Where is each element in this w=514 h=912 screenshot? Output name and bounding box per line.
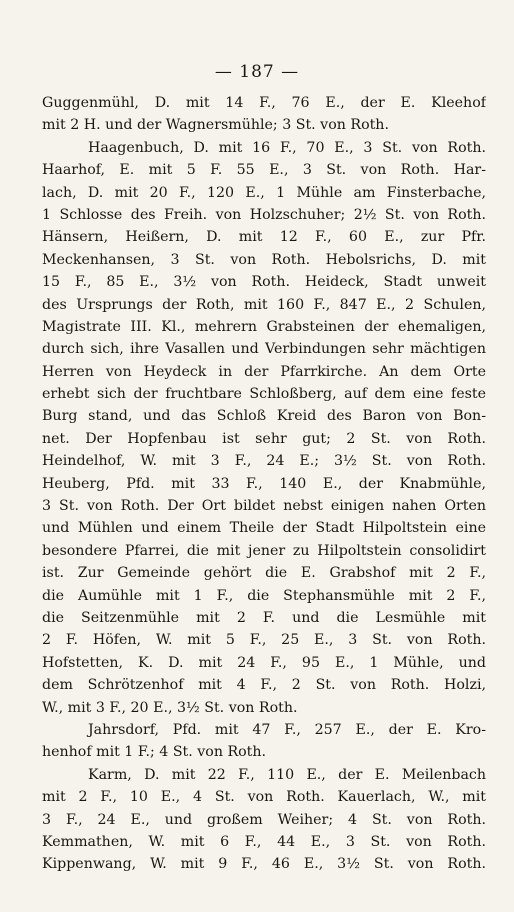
text-line: Kemmathen, W. mit 6 F., 44 E., 3 St. von Roth.: [42, 833, 486, 850]
text-line: Hänsern, Heißern, D. mit 12 F., 60 E., zur Pfr.: [42, 229, 486, 246]
text-line: henhof mit 1 F.; 4 St. von Roth.: [42, 744, 267, 761]
text-line: mit 2 H. und der Wagnersmühle; 3 St. von Roth.: [42, 117, 389, 134]
text-line: Haagenbuch, D. mit 16 F., 70 E., 3 St. von Roth.: [88, 139, 486, 156]
text-line: 1 Schlosse des Freih. von Holzschuher; 2½ St. von Roth.: [42, 206, 486, 223]
text-line: durch sich, ihre Vasallen und Verbindungen sehr mächtigen: [42, 341, 486, 358]
text-line: net. Der Hopfenbau ist sehr gut; 2 St. von Roth.: [42, 430, 486, 447]
page-number: — 187 —: [214, 62, 300, 82]
text-line: 3 St. von Roth. Der Ort bildet nebst einigen nahen Orten: [42, 498, 486, 515]
text-line: Haarhof, E. mit 5 F. 55 E., 3 St. von Roth. Har-: [42, 162, 486, 179]
text-line: Jahrsdorf, Pfd. mit 47 F., 257 E., der E. Kro-: [88, 721, 486, 738]
text-line: Herren von Heydeck in der Pfarrkirche. An dem Orte: [42, 363, 486, 380]
text-line: Burg stand, und das Schloß Kreid des Baron von Bon-: [42, 408, 486, 425]
text-line: Magistrate III. Kl., mehrern Grabsteinen der ehemaligen,: [42, 318, 486, 335]
text-line: dem Schrötzenhof mit 4 F., 2 St. von Roth. Holzi,: [42, 677, 486, 694]
text-line: mit 2 F., 10 E., 4 St. von Roth. Kauerlach, W., mit: [42, 789, 486, 806]
text-line: Hofstetten, K. D. mit 24 F., 95 E., 1 Mühle, und: [42, 654, 486, 671]
page-body-text: [42, 92, 486, 876]
text-line: lach, D. mit 20 F., 120 E., 1 Mühle am Finsterbache,: [42, 184, 486, 201]
text-line: die Aumühle mit 1 F., die Stephansmühle mit 2 F.,: [42, 587, 486, 604]
text-line: 3 F., 24 E., und großem Weiher; 4 St. von Roth.: [42, 811, 486, 828]
text-line: die Seitzenmühle mit 2 F. und die Lesmühle mit: [42, 609, 486, 626]
text-line: Guggenmühl, D. mit 14 F., 76 E., der E. Kleehof: [42, 95, 486, 111]
text-line: 15 F., 85 E., 3½ von Roth. Heideck, Stadt unweit: [42, 274, 486, 291]
text-line: W., mit 3 F., 20 E., 3½ St. von Roth.: [42, 699, 298, 716]
text-line: und Mühlen und einem Theile der Stadt Hilpoltstein eine: [42, 520, 486, 537]
text-line: Kippenwang, W. mit 9 F., 46 E., 3½ St. von Roth.: [42, 856, 486, 873]
text-line: Karm, D. mit 22 F., 110 E., der E. Meilenbach: [88, 766, 486, 783]
text-line: Heuberg, Pfd. mit 33 F., 140 E., der Knabmühle,: [42, 475, 486, 492]
text-line: 2 F. Höfen, W. mit 5 F., 25 E., 3 St. von Roth.: [42, 632, 486, 649]
text-line: des Ursprungs der Roth, mit 160 F., 847 E., 2 Schulen,: [42, 296, 486, 313]
text-line: ist. Zur Gemeinde gehört die E. Grabshof mit 2 F.,: [42, 565, 486, 582]
text-line: Meckenhansen, 3 St. von Roth. Hebolsrichs, D. mit: [42, 251, 486, 268]
text-line: Heindelhof, W. mit 3 F., 24 E.; 3½ St. von Roth.: [42, 453, 486, 470]
text-line: besondere Pfarrei, die mit jener zu Hilpoltstein consolidirt: [42, 542, 486, 559]
text-line: erhebt sich der fruchtbare Schloßberg, auf dem eine feste: [42, 386, 486, 403]
